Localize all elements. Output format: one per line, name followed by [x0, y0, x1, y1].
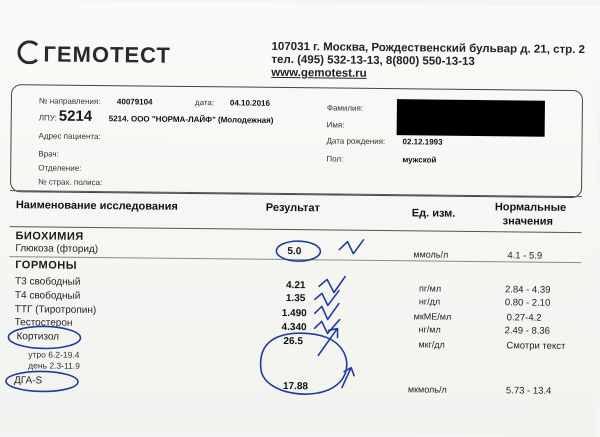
date-label: дата: — [194, 98, 215, 108]
glucose-check-mark — [339, 240, 363, 254]
referral-label: № направления: — [38, 96, 101, 107]
lpu-label: ЛПУ: — [38, 113, 57, 123]
row-unit-dhea-s: мкмоль/л — [407, 384, 447, 395]
col-header-result: Результат — [265, 201, 320, 215]
sex-value: мужской — [402, 155, 437, 165]
row-unit-t3: пг/мл — [418, 283, 442, 294]
row-result-testosterone: 4.340 — [281, 321, 307, 334]
logo-text: ГЕМОТЕСТ — [43, 41, 172, 68]
patient-address-label: Адрес пациента: — [38, 131, 101, 142]
row-result-dhea-s: 17.88 — [282, 380, 309, 393]
section-biochemistry: БИОХИМИЯ — [15, 230, 84, 243]
t4-check-mark — [315, 290, 339, 305]
address-line-2: тел. (495) 532-13-13, 8(800) 550-13-13 — [271, 53, 475, 68]
department-label: Отделение: — [38, 163, 82, 173]
row-unit-cortisol: мкг/дл — [418, 339, 445, 350]
cortisol-note-day: день 2.3-11.9 — [28, 360, 80, 371]
col-header-norm-2: значения — [502, 215, 554, 228]
row-norm-testosterone: 2.49 - 8.36 — [504, 325, 551, 337]
name-label: Имя: — [326, 120, 345, 130]
row-unit-glucose: ммоль/л — [413, 249, 449, 260]
row-norm-glucose: 4.1 - 5.9 — [507, 250, 543, 262]
sex-label: Пол: — [326, 154, 344, 164]
glucose-result-circle — [276, 241, 320, 261]
row-name-t4: Т4 свободный — [14, 290, 81, 302]
cortisol-note-morning: утро 6.2-19.4 — [28, 349, 80, 360]
dhea-s-name-circle — [6, 371, 78, 392]
row-unit-t4: нг/дл — [418, 296, 441, 307]
row-norm-tsh: 0.27-4.2 — [506, 312, 542, 324]
row-unit-testosterone: нг/мл — [418, 324, 441, 335]
row-name-testosterone: Тестостерон — [14, 317, 73, 329]
row-name-glucose: Глюкоза (фторид) — [15, 243, 99, 256]
col-header-norm-1: Нормальные — [494, 201, 567, 214]
t3-check-mark — [319, 276, 345, 292]
row-result-cortisol: 26.5 — [283, 335, 303, 348]
row-result-t4: 1.35 — [285, 293, 306, 305]
row-result-glucose: 5.0 — [287, 246, 302, 258]
website-link[interactable]: www.gemotest.ru — [271, 66, 367, 80]
cortisol-result-circle — [260, 333, 347, 395]
dob-value: 02.12.1993 — [402, 137, 443, 147]
col-header-name: Наименование исследования — [15, 199, 178, 213]
row-name-cortisol: Кортизол — [16, 331, 60, 343]
row-name-dhea-s: ДГА-S — [13, 375, 43, 387]
dob-label: Дата рождения: — [326, 136, 386, 147]
address-line-1: 107031 г. Москва, Рождественский бульвар д. 21, стр. 2 — [271, 40, 586, 57]
row-name-t3: Т3 свободный — [14, 276, 81, 288]
col-header-unit: Ед. изм. — [411, 207, 456, 220]
section-hormones: ГОРМОНЫ — [15, 259, 78, 272]
date-value: 04.10.2016 — [229, 98, 271, 108]
referral-value: 40079104 — [116, 97, 153, 107]
row-unit-tsh: мкМЕ/мл — [413, 311, 452, 322]
row-name-tsh: ТТГ (Тиротропин) — [14, 304, 97, 317]
row-result-tsh: 1.490 — [281, 307, 307, 320]
lpu-number: 5214 — [58, 107, 93, 125]
row-result-t3: 4.21 — [285, 280, 306, 292]
surname-label: Фамилия: — [326, 103, 364, 113]
row-norm-dhea-s: 5.73 - 13.4 — [505, 385, 552, 397]
lpu-name: 5214. ООО "НОРМА-ЛАЙФ" (Молодежная) — [108, 114, 274, 125]
row-norm-t4: 0.80 - 2.10 — [504, 297, 551, 309]
cortisol-name-circle — [8, 326, 80, 349]
policy-label: № страх. полиса: — [38, 177, 103, 188]
row-norm-t3: 2.84 - 4.39 — [504, 284, 551, 296]
row-norm-cortisol: Смотри текст — [506, 340, 566, 352]
tsh-check-mark — [315, 303, 339, 319]
doctor-label: Врач: — [38, 149, 59, 159]
